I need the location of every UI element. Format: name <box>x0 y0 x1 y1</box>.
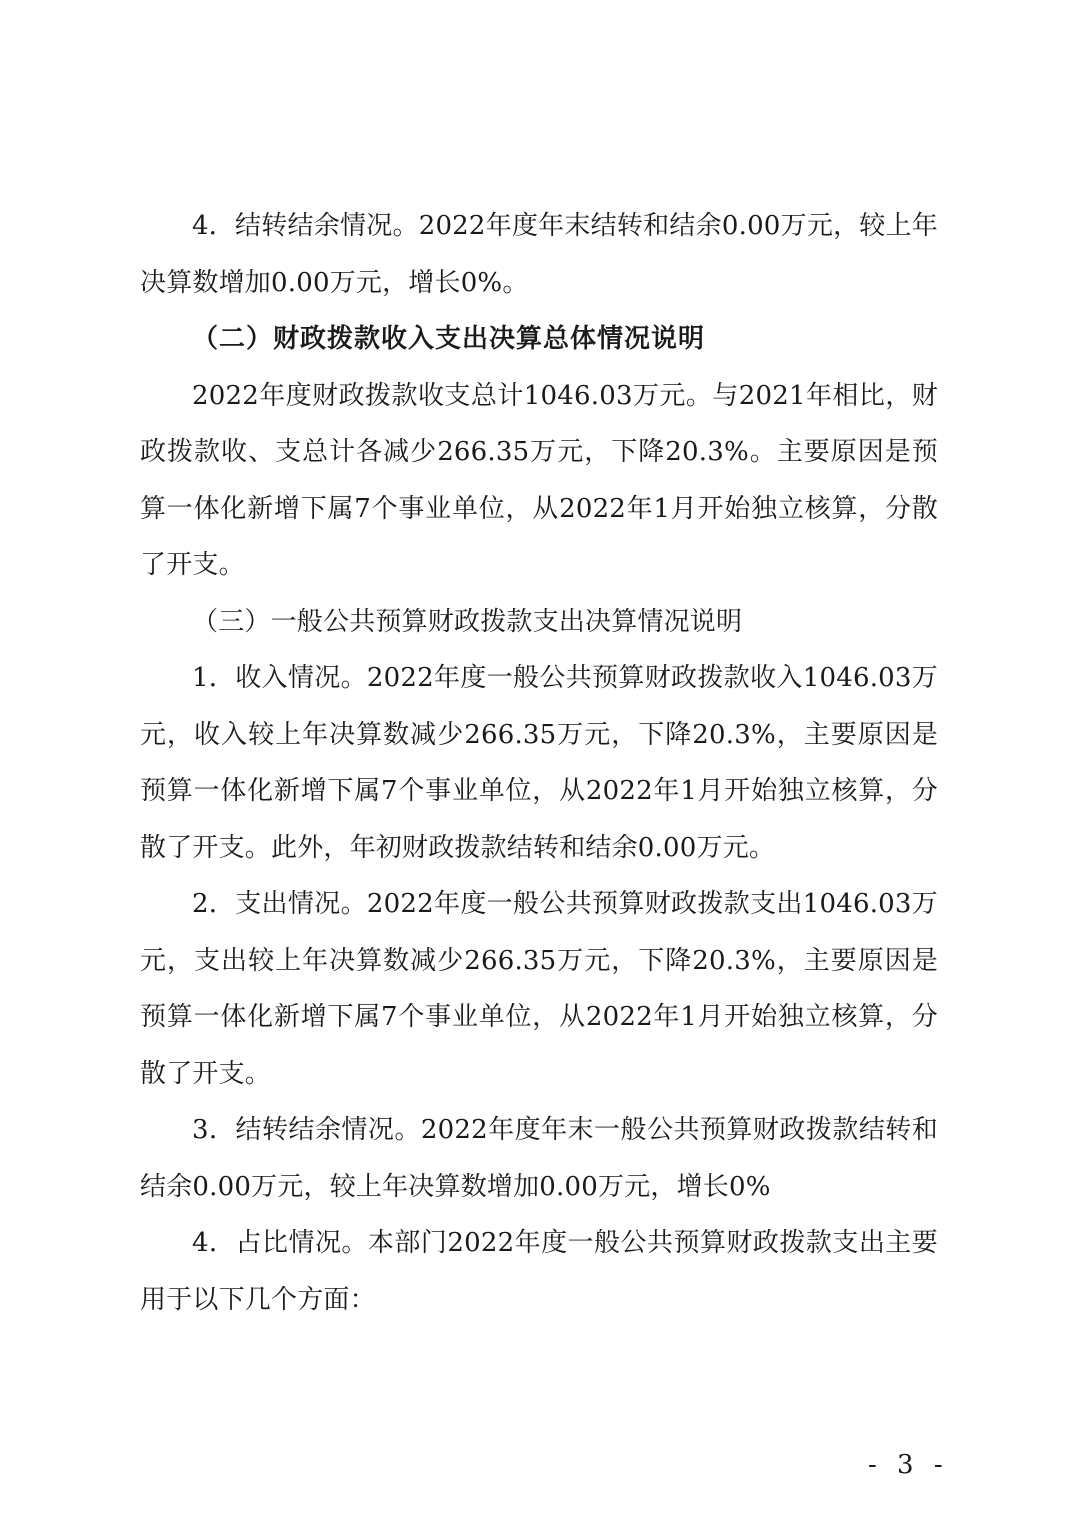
page-number: - 3 - <box>868 1450 949 1480</box>
section-heading-2: （二）财政拨款收入支出决算总体情况说明 <box>192 324 706 354</box>
section-heading-3: （三）一般公共预算财政拨款支出决算情况说明 <box>192 606 743 637</box>
paragraph-general-carryover: 3．结转结余情况。2022年度年末一般公共预算财政拨款结转和结余0.00万元，较上年决算数增加0.00万元，增长0% <box>140 1115 938 1202</box>
paragraph-fiscal-overview: 2022年度财政拨款收支总计1046.03万元。与2021年相比，财政拨款收、支总计各减少266.35万元，下降20.3%。主要原因是预算一体化新增下属7个事业单位，从2022年1月开始独立核算，分散了开支。 <box>140 380 938 580</box>
paragraph-proportion: 4．占比情况。本部门2022年度一般公共预算财政拨款支出主要用于以下几个方面： <box>140 1228 938 1315</box>
document-body <box>140 198 938 1328</box>
paragraph-expenditure: 2．支出情况。2022年度一般公共预算财政拨款支出1046.03万元，支出较上年决算数减少266.35万元，下降20.3%，主要原因是预算一体化新增下属7个事业单位，从2022年1月开始独立核算，分散了开支。 <box>140 889 938 1089</box>
paragraph-carryover-balance: 4．结转结余情况。2022年度年末结转和结余0.00万元，较上年决算数增加0.00万元，增长0%。 <box>140 211 938 298</box>
paragraph-income: 1．收入情况。2022年度一般公共预算财政拨款收入1046.03万元，收入较上年决算数减少266.35万元，下降20.3%，主要原因是预算一体化新增下属7个事业单位，从2022年1月开始独立核算，分散了开支。此外，年初财政拨款结转和结余0.00万元。 <box>140 663 938 863</box>
